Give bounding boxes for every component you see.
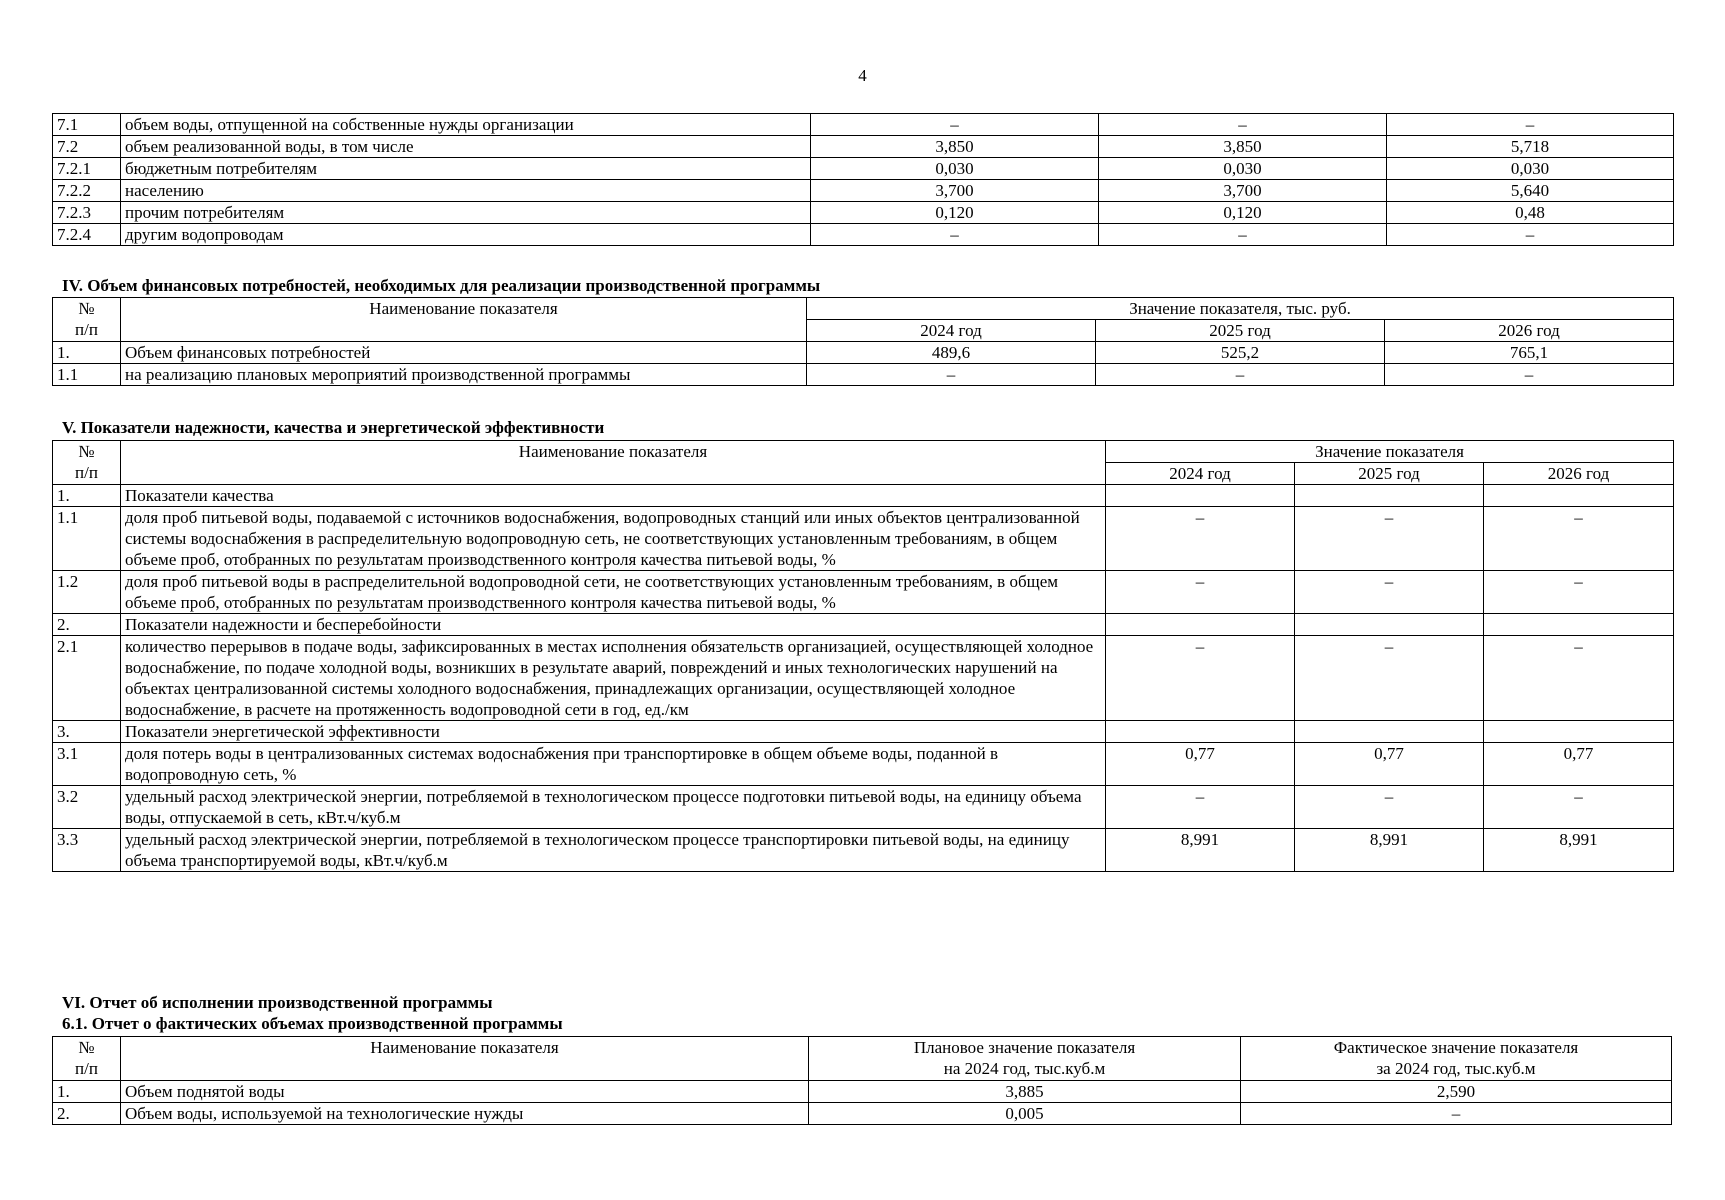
header-value: Значение показателя, тыс. руб.: [807, 298, 1674, 320]
table-row: [53, 114, 1674, 136]
indicator-name: бюджетным потребителям: [121, 158, 811, 180]
value-cell: 0,030: [1387, 158, 1674, 180]
row-number: 7.1: [53, 114, 121, 136]
value-cell: [1484, 721, 1674, 743]
header-indicator-name: Наименование показателя: [121, 441, 1106, 485]
value-cell: –: [1387, 224, 1674, 246]
table-row: [53, 786, 1674, 829]
row-number: 3.: [53, 721, 121, 743]
reliability-quality-table: [52, 440, 1674, 872]
value-cell: 765,1: [1385, 342, 1674, 364]
table-row: [53, 342, 1674, 364]
table-row: [53, 364, 1674, 386]
row-number: 1.1: [53, 364, 121, 386]
indicator-name: Показатели качества: [121, 485, 1106, 507]
indicator-name: другим водопроводам: [121, 224, 811, 246]
fact-value: –: [1241, 1103, 1672, 1125]
table-row: [53, 180, 1674, 202]
value-cell: 8,991: [1295, 829, 1484, 872]
table-row: [53, 507, 1674, 571]
section-6-title: VI. Отчет об исполнении производственной программы: [62, 993, 493, 1012]
header-year: 2026 год: [1484, 463, 1674, 485]
value-cell: –: [1099, 114, 1387, 136]
value-cell: 0,77: [1106, 743, 1295, 786]
group-row: [53, 721, 1674, 743]
indicator-name: удельный расход электрической энергии, потребляемой в технологическом процессе подготовки питьевой воды, на единицу объема воды, отпускаемой в сеть, кВт.ч/куб.м: [121, 786, 1106, 829]
table-row: [53, 636, 1674, 721]
indicator-name: Показатели надежности и бесперебойности: [121, 614, 1106, 636]
plan-value: 0,005: [809, 1103, 1241, 1125]
value-cell: 489,6: [807, 342, 1096, 364]
indicator-name: удельный расход электрической энергии, потребляемой в технологическом процессе транспортировки питьевой воды, на единицу объема транспортируемой воды, кВт.ч/куб.м: [121, 829, 1106, 872]
header-year: 2024 год: [807, 320, 1096, 342]
indicator-name: Объем поднятой воды: [121, 1081, 809, 1103]
table-row: [53, 158, 1674, 180]
value-cell: 3,850: [1099, 136, 1387, 158]
row-number: 7.2.4: [53, 224, 121, 246]
value-cell: [1484, 614, 1674, 636]
financial-needs-table: [52, 297, 1674, 386]
table-row: [53, 202, 1674, 224]
row-number: 1.1: [53, 507, 121, 571]
value-cell: –: [811, 114, 1099, 136]
value-cell: 0,48: [1387, 202, 1674, 224]
table-row: [53, 571, 1674, 614]
value-cell: [1295, 485, 1484, 507]
header-number: № п/п: [53, 298, 121, 342]
row-number: 7.2.2: [53, 180, 121, 202]
group-row: [53, 485, 1674, 507]
row-number: 7.2.3: [53, 202, 121, 224]
value-cell: –: [1387, 114, 1674, 136]
value-cell: [1295, 721, 1484, 743]
production-volumes-table: [52, 113, 1674, 246]
row-number: 2.1: [53, 636, 121, 721]
value-cell: [1106, 485, 1295, 507]
value-cell: 0,77: [1295, 743, 1484, 786]
value-cell: –: [811, 224, 1099, 246]
value-cell: 5,718: [1387, 136, 1674, 158]
value-cell: 0,120: [1099, 202, 1387, 224]
section-4-title: IV. Объем финансовых потребностей, необходимых для реализации производственной программы: [62, 276, 821, 295]
indicator-name: количество перерывов в подаче воды, зафиксированных в местах исполнения обязательств организацией, осуществляющей холодное водоснабжение, по подаче холодной воды, возникших в результате аварий, повреждений и иных технологических нарушений на объектах централизованной системы холодного водоснабжения, принадлежащих организации, осуществляющей холодное водоснабжение, в расчете на протяженность водопроводной сети в год, ед./км: [121, 636, 1106, 721]
value-cell: –: [1106, 507, 1295, 571]
indicator-name: Объем воды, используемой на технологические нужды: [121, 1103, 809, 1125]
fact-value: 2,590: [1241, 1081, 1672, 1103]
row-number: 3.1: [53, 743, 121, 786]
value-cell: 0,77: [1484, 743, 1674, 786]
indicator-name: Показатели энергетической эффективности: [121, 721, 1106, 743]
indicator-name: доля проб питьевой воды в распределительной водопроводной сети, не соответствующих установленным требованиям, в общем объеме проб, отобранных по результатам производственного контроля качества питьевой воды, %: [121, 571, 1106, 614]
indicator-name: Объем финансовых потребностей: [121, 342, 807, 364]
row-number: 7.2: [53, 136, 121, 158]
value-cell: 5,640: [1387, 180, 1674, 202]
header-year: 2026 год: [1385, 320, 1674, 342]
value-cell: 3,700: [1099, 180, 1387, 202]
indicator-name: на реализацию плановых мероприятий производственной программы: [121, 364, 807, 386]
plan-value: 3,885: [809, 1081, 1241, 1103]
value-cell: 8,991: [1484, 829, 1674, 872]
group-row: [53, 614, 1674, 636]
value-cell: 525,2: [1096, 342, 1385, 364]
value-cell: –: [1106, 786, 1295, 829]
header-year: 2025 год: [1096, 320, 1385, 342]
section-6-1-subtitle: 6.1. Отчет о фактических объемах производственной программы: [62, 1014, 563, 1033]
table-row: [53, 829, 1674, 872]
header-year: 2025 год: [1295, 463, 1484, 485]
value-cell: [1106, 614, 1295, 636]
value-cell: –: [1295, 786, 1484, 829]
section-5-title: V. Показатели надежности, качества и энергетической эффективности: [62, 418, 605, 437]
page-number: 4: [858, 66, 867, 85]
row-number: 3.3: [53, 829, 121, 872]
header-number: № п/п: [53, 1037, 121, 1081]
value-cell: 8,991: [1106, 829, 1295, 872]
row-number: 1.: [53, 1081, 121, 1103]
value-cell: [1106, 721, 1295, 743]
value-cell: –: [1106, 571, 1295, 614]
value-cell: 3,700: [811, 180, 1099, 202]
actual-volumes-table: [52, 1036, 1672, 1125]
value-cell: 3,850: [811, 136, 1099, 158]
value-cell: –: [1385, 364, 1674, 386]
indicator-name: доля проб питьевой воды, подаваемой с источников водоснабжения, водопроводных станций или иных объектов централизованной системы водоснабжения в распределительную водопроводную сеть, не соответствующих установленным требованиям, в общем объеме проб, отобранных по результатам производственного контроля качества питьевой воды, %: [121, 507, 1106, 571]
value-cell: –: [1295, 636, 1484, 721]
value-cell: –: [1106, 636, 1295, 721]
value-cell: [1295, 614, 1484, 636]
header-indicator-name: Наименование показателя: [121, 298, 807, 342]
value-cell: 0,120: [811, 202, 1099, 224]
indicator-name: объем воды, отпущенной на собственные нужды организации: [121, 114, 811, 136]
value-cell: –: [1484, 786, 1674, 829]
row-number: 3.2: [53, 786, 121, 829]
table-row: [53, 224, 1674, 246]
value-cell: –: [1484, 571, 1674, 614]
row-number: 7.2.1: [53, 158, 121, 180]
value-cell: 0,030: [1099, 158, 1387, 180]
row-number: 2.: [53, 1103, 121, 1125]
header-year: 2024 год: [1106, 463, 1295, 485]
row-number: 2.: [53, 614, 121, 636]
value-cell: [1484, 485, 1674, 507]
value-cell: –: [1484, 507, 1674, 571]
row-number: 1.2: [53, 571, 121, 614]
value-cell: –: [1295, 571, 1484, 614]
value-cell: –: [1295, 507, 1484, 571]
indicator-name: объем реализованной воды, в том числе: [121, 136, 811, 158]
value-cell: –: [1099, 224, 1387, 246]
header-indicator-name: Наименование показателя: [121, 1037, 809, 1081]
header-plan-value: Плановое значение показателя на 2024 год, тыс.куб.м: [809, 1037, 1241, 1081]
indicator-name: населению: [121, 180, 811, 202]
indicator-name: прочим потребителям: [121, 202, 811, 224]
table-row: [53, 1081, 1672, 1103]
header-value: Значение показателя: [1106, 441, 1674, 463]
indicator-name: доля потерь воды в централизованных системах водоснабжения при транспортировке в общем объеме воды, поданной в водопроводную сеть, %: [121, 743, 1106, 786]
value-cell: –: [807, 364, 1096, 386]
value-cell: –: [1484, 636, 1674, 721]
table-row: [53, 1103, 1672, 1125]
table-row: [53, 136, 1674, 158]
row-number: 1.: [53, 342, 121, 364]
value-cell: –: [1096, 364, 1385, 386]
header-number: № п/п: [53, 441, 121, 485]
row-number: 1.: [53, 485, 121, 507]
header-fact-value: Фактическое значение показателя за 2024 год, тыс.куб.м: [1241, 1037, 1672, 1081]
value-cell: 0,030: [811, 158, 1099, 180]
table-row: [53, 743, 1674, 786]
